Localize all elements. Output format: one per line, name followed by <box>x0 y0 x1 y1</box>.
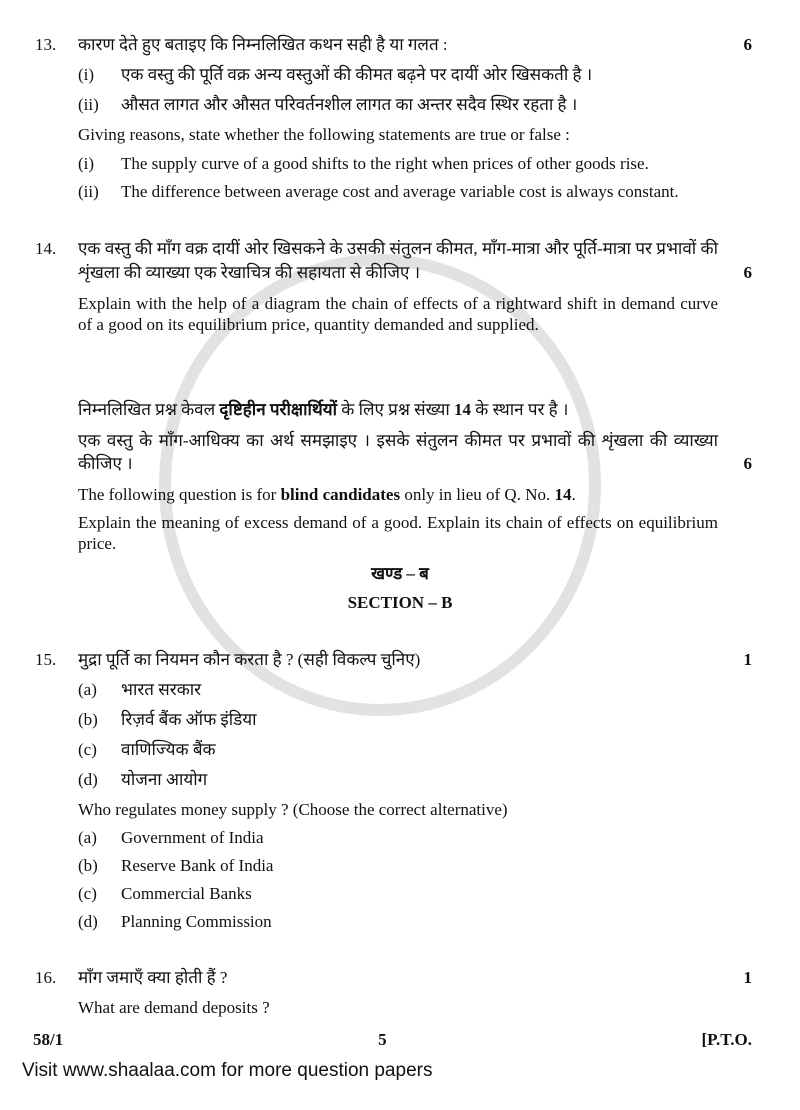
text-bold: 14 <box>554 485 572 504</box>
item-label: (i) <box>78 65 95 84</box>
question-text-en: Explain with the help of a diagram the chain of effects of a rightward shift in demand curve of a good on its equilibrium price, quantity demanded and supplied. <box>78 294 718 334</box>
marks: 1 <box>743 968 752 987</box>
question-number: 15. <box>35 650 57 669</box>
item-text: औसत लागत और औसत परिवर्तनशील लागत का अन्तर सदैव स्थिर रहता है । <box>121 95 578 114</box>
question-15 <box>0 649 800 670</box>
text: . <box>571 485 576 504</box>
blind-note-hi <box>0 399 718 420</box>
text: निम्नलिखित प्रश्न केवल <box>78 400 220 419</box>
paper-code: 58/1 <box>33 1030 64 1049</box>
option <box>0 855 800 876</box>
option-text: Commercial Banks <box>121 884 252 903</box>
item-text: The difference between average cost and average variable cost is always constant. <box>121 182 679 201</box>
option-label: (b) <box>78 710 98 729</box>
option <box>0 709 800 730</box>
pto-label: [P.T.O. <box>701 1030 752 1049</box>
item-label: (ii) <box>78 182 99 201</box>
marks: 6 <box>743 35 752 54</box>
question-text-en: Giving reasons, state whether the following statements are true or false : <box>78 125 570 144</box>
question-text-hi: माँग जमाएँ क्या होती हैं ? <box>78 968 228 987</box>
blind-note-en <box>0 484 718 505</box>
marks: 6 <box>743 454 752 473</box>
blind-question-hi: एक वस्तु के माँग-आधिक्य का अर्थ समझाइए । इसके संतुलन कीमत पर प्रभावों की शृंखला की व्याख्या कीजिए । <box>78 431 718 473</box>
page-footer <box>0 1030 800 1050</box>
blind-question-hi-row <box>0 429 800 475</box>
item <box>0 181 800 202</box>
option-text: योजना आयोग <box>121 770 208 789</box>
question-16 <box>0 967 800 988</box>
text-bold: blind candidates <box>280 485 401 504</box>
item-label: (i) <box>78 154 95 173</box>
item-label: (ii) <box>78 95 99 114</box>
option <box>0 827 800 848</box>
marks: 6 <box>743 263 752 282</box>
question-14 <box>0 237 800 285</box>
option <box>0 679 800 700</box>
question-13 <box>0 34 800 55</box>
option-text: भारत सरकार <box>121 680 202 699</box>
item-text: एक वस्तु की पूर्ति वक्र अन्य वस्तुओं की कीमत बढ़ने पर दायीं ओर खिसकती है । <box>121 65 593 84</box>
option-label: (a) <box>78 828 97 847</box>
option-label: (d) <box>78 770 98 789</box>
option-text: Planning Commission <box>121 912 272 931</box>
text: के लिए प्रश्न संख्या <box>337 400 455 419</box>
question-text-hi: एक वस्तु की माँग वक्र दायीं ओर खिसकने के उसकी संतुलन कीमत, माँग-मात्रा और पूर्ति-मात्रा पर प्रभावों की शृंखला की व्याख्या एक रेखाचित्र की सहायता से कीजिए । <box>78 239 718 282</box>
option <box>0 739 800 760</box>
text: के स्थान पर है । <box>471 400 569 419</box>
section-heading-hi: खण्ड – ब <box>371 564 429 583</box>
question-text-en: What are demand deposits ? <box>78 998 270 1017</box>
question-number: 13. <box>35 35 57 54</box>
item <box>0 153 800 174</box>
marks: 1 <box>743 650 752 669</box>
option <box>0 883 800 904</box>
item <box>0 94 800 115</box>
question-text-en: Who regulates money supply ? (Choose the correct alternative) <box>78 800 508 819</box>
blind-question-en: Explain the meaning of excess demand of a good. Explain its chain of effects on equilibrium price. <box>78 513 718 553</box>
option <box>0 911 800 932</box>
option-text: Government of India <box>121 828 264 847</box>
visit-site-banner: Visit www.shaalaa.com for more question papers <box>22 1060 433 1081</box>
option <box>0 769 800 790</box>
option-text: रिज़र्व बैंक ऑफ इंडिया <box>121 710 257 729</box>
question-text-hi: कारण देते हुए बताइए कि निम्नलिखित कथन सही है या गलत : <box>78 35 448 54</box>
section-heading-en: SECTION – B <box>347 593 453 612</box>
option-label: (d) <box>78 912 98 931</box>
option-label: (a) <box>78 680 97 699</box>
item-text: The supply curve of a good shifts to the right when prices of other goods rise. <box>121 154 649 173</box>
option-label: (b) <box>78 856 98 875</box>
option-text: वाणिज्यिक बैंक <box>121 740 216 759</box>
question-number: 14. <box>35 239 57 258</box>
item <box>0 64 800 85</box>
question-number: 16. <box>35 968 57 987</box>
page-number: 5 <box>378 1030 387 1049</box>
option-label: (c) <box>78 740 97 759</box>
text: The following question is for <box>78 485 281 504</box>
text: only in lieu of Q. No. <box>400 485 555 504</box>
text-bold: दृष्टिहीन परीक्षार्थियों <box>219 400 338 419</box>
question-text-hi: मुद्रा पूर्ति का नियमन कौन करता है ? (सही विकल्प चुनिए) <box>78 650 421 669</box>
text-bold: 14 <box>454 400 472 419</box>
option-text: Reserve Bank of India <box>121 856 274 875</box>
option-label: (c) <box>78 884 97 903</box>
